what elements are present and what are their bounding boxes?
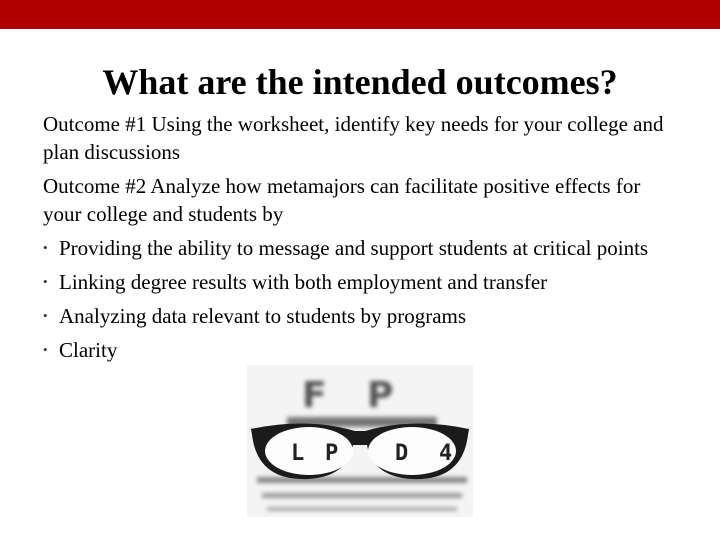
chart-letter: P	[367, 375, 394, 416]
slide-body	[43, 110, 673, 370]
bullet-item: • Linking degree results with both employment and transfer	[43, 270, 548, 294]
bullet-item: • Providing the ability to message and support students at critical points	[43, 236, 649, 260]
lens-letter: L	[291, 441, 305, 466]
bullet-item: • Analyzing data relevant to students by programs	[43, 304, 467, 328]
bullet-icon: •	[43, 240, 48, 255]
bullet-item: • Clarity	[43, 338, 118, 362]
header-bar	[0, 0, 720, 29]
slide-title: What are the intended outcomes?	[102, 62, 618, 102]
outcome-1-text: Outcome #1 Using the worksheet, identify key needs for your college and plan discussions	[43, 112, 664, 164]
bullet-icon: •	[43, 342, 48, 357]
lens-letter: 4	[439, 441, 453, 466]
outcome-2-text: Outcome #2 Analyze how metamajors can facilitate positive effects for your college and students by	[43, 174, 641, 226]
bullet-icon: •	[43, 274, 48, 289]
lens-letter: D	[395, 441, 409, 466]
chart-letter: F	[302, 375, 327, 416]
lens-letter: P	[325, 441, 339, 466]
bullet-list	[43, 234, 673, 364]
bullet-icon: •	[43, 308, 48, 323]
eye-chart-glasses-image	[247, 365, 473, 517]
